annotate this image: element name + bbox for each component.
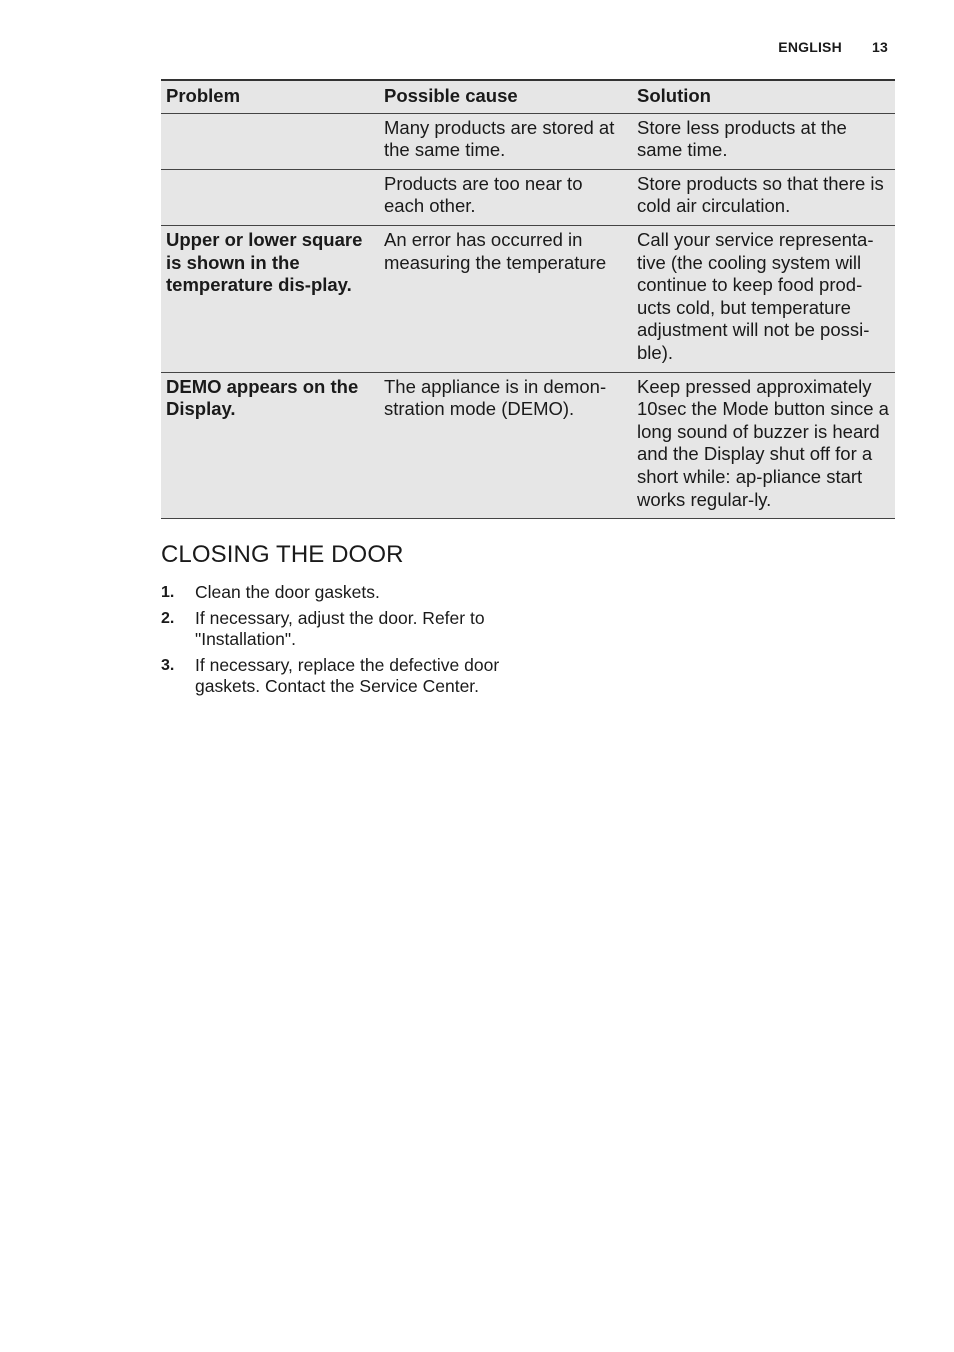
cause-cell: An error has occurred in measuring the temperature [379, 225, 632, 372]
list-item [161, 582, 541, 604]
cause-cell: Many products are stored at the same time. [379, 113, 632, 169]
step-text: If necessary, adjust the door. Refer to "Installation". [195, 607, 485, 649]
table-row [161, 113, 895, 169]
column-header-solution: Solution [632, 80, 895, 113]
table-row [161, 225, 895, 372]
list-item [161, 608, 541, 651]
solution-cell: Call your service representa-tive (the cooling system will continue to keep food prod-ucts cold, but temperature adjustment will not be possi-ble). [632, 225, 895, 372]
problem-cell [161, 113, 379, 169]
problem-cell: Upper or lower square is shown in the temperature dis-play. [161, 225, 379, 372]
list-item [161, 655, 541, 698]
step-number: 2. [161, 609, 175, 627]
problem-cell: DEMO appears on the Display. [161, 372, 379, 519]
step-text: If necessary, replace the defective door gaskets. Contact the Service Center. [195, 654, 500, 696]
solution-cell: Store products so that there is cold air circulation. [632, 169, 895, 225]
table-header-row [161, 80, 895, 113]
solution-cell: Store less products at the same time. [632, 113, 895, 169]
closing-door-steps [161, 582, 541, 702]
column-header-cause: Possible cause [379, 80, 632, 113]
problem-cell [161, 169, 379, 225]
table-row [161, 169, 895, 225]
troubleshooting-table [161, 79, 895, 519]
page-header [778, 39, 888, 55]
step-number: 1. [161, 584, 175, 601]
cause-cell: The appliance is in demon-stration mode (DEMO). [379, 372, 632, 519]
page-number: 13 [872, 39, 888, 55]
table-row [161, 372, 895, 519]
solution-cell: Keep pressed approximately 10sec the Mode button since a long sound of buzzer is heard and the Display shut off for a short while: ap-pliance start works regular-ly. [632, 372, 895, 519]
header-language: ENGLISH [778, 39, 842, 55]
cause-cell: Products are too near to each other. [379, 169, 632, 225]
column-header-problem: Problem [161, 80, 379, 113]
step-number: 3. [161, 656, 175, 674]
section-title: CLOSING THE DOOR [161, 541, 404, 568]
step-text: Clean the door gaskets. [195, 582, 380, 602]
